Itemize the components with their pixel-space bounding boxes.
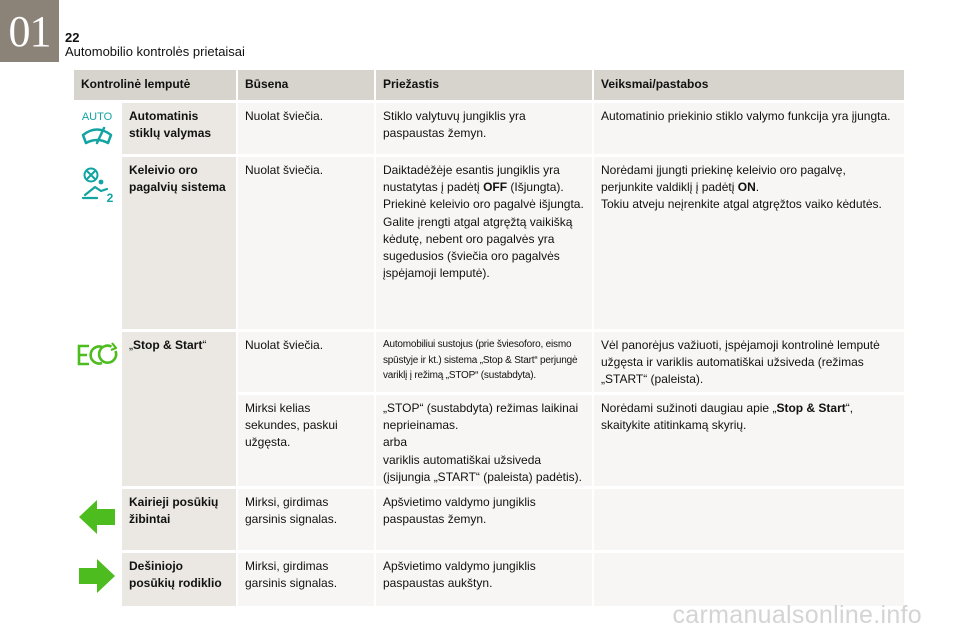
- action-text: Tokiu atveju neįrenkite atgal atgręžtos vaiko kėdutės.: [601, 197, 882, 212]
- icon-cell: [74, 331, 121, 488]
- cause-cell: [375, 394, 593, 488]
- warning-lamps-table: [74, 70, 904, 606]
- state-cell: Nuolat šviečia.: [237, 156, 375, 331]
- eco-icon: [75, 340, 119, 370]
- passenger-airbag-off-icon: [77, 165, 117, 205]
- svg-text:2: 2: [106, 191, 114, 205]
- action-text: “, skaitykite atitinkamą skyrių.: [601, 401, 854, 433]
- table-header-row: [74, 70, 904, 102]
- auto-wiper-icon: [77, 109, 117, 153]
- action-cell: [593, 156, 904, 331]
- cause-cell: [375, 156, 593, 331]
- svg-text:AUTO: AUTO: [81, 111, 113, 123]
- column-header-cause: Priežastis: [375, 70, 593, 102]
- action-text: Norėdami įjungti priekinę keleivio oro pagalvę, perjunkite valdiklį į padėtį: [601, 163, 846, 195]
- lamp-quote-open: „: [129, 338, 133, 352]
- cause-cell: Stiklo valytuvų jungiklis yra paspaustas žemyn.: [375, 102, 593, 156]
- action-cell: [593, 488, 904, 552]
- action-bold-text: Stop & Start: [776, 401, 846, 415]
- icon-cell: [74, 488, 121, 552]
- cause-text: Priekinė keleivio oro pagalvė išjungta.: [383, 197, 584, 212]
- cause-cell: Automobiliui sustojus (prie šviesoforo, eismo spūstyje ir kt.) sistema „Stop & Start“ perjungė variklį į režimą „STOP“ (sustabdyta).: [375, 331, 593, 394]
- lamp-name: Kairieji posūkių žibintai: [121, 488, 237, 552]
- table-row: [74, 488, 904, 552]
- column-header-lamp: Kontrolinė lemputė: [74, 70, 237, 102]
- cause-text: arba: [383, 435, 408, 450]
- watermark: carmanualsonline.info: [672, 601, 922, 629]
- cause-text: variklis automatiškai užsiveda (įsijungia „START“ (paleista) padėtis).: [383, 452, 582, 484]
- cause-cell: Apšvietimo valdymo jungiklis paspaustas aukštyn.: [375, 552, 593, 606]
- action-on-label: ON: [737, 180, 756, 195]
- table-row: [74, 552, 904, 606]
- cause-text: Galite įrengti atgal atgręžtą vaikišką kėdutę, nebent oro pagalvės yra sugedusios (šviečia oro pagalvės įspėjamoji lemputė).: [383, 214, 573, 281]
- table-row: [74, 102, 904, 156]
- action-text: Norėdami sužinoti daugiau apie „: [601, 401, 777, 415]
- action-cell: [593, 394, 904, 488]
- state-cell: Mirksi, girdimas garsinis signalas.: [237, 552, 375, 606]
- cause-text: Daiktadėžėje esantis jungiklis yra nustatytas į padėtį: [383, 163, 560, 195]
- lamp-name: [121, 331, 237, 488]
- icon-cell: [74, 102, 121, 156]
- column-header-action: Veiksmai/pastabos: [593, 70, 904, 102]
- lamp-quote-close: “: [202, 338, 207, 352]
- action-cell: Automatinio priekinio stiklo valymo funkcija yra įjungta.: [593, 102, 904, 156]
- icon-cell: [74, 156, 121, 331]
- cause-cell: Apšvietimo valdymo jungiklis paspaustas žemyn.: [375, 488, 593, 552]
- chapter-tab: 01: [0, 0, 59, 62]
- action-cell: [593, 552, 904, 606]
- action-cell: Vėl panorėjus važiuoti, įspėjamoji kontrolinė lemputė užgęsta ir variklis automatiškai užsiveda (režimas „START“ (paleista).: [593, 331, 904, 394]
- column-header-state: Būsena: [237, 70, 375, 102]
- state-cell: Mirksi, girdimas garsinis signalas.: [237, 488, 375, 552]
- lamp-name: Automatinis stiklų valymas: [121, 102, 237, 156]
- left-turn-arrow-icon: [77, 497, 117, 537]
- cause-off-label: OFF: [483, 180, 508, 195]
- state-cell: Mirksi kelias sekundes, paskui užgęsta.: [237, 394, 375, 488]
- state-cell: Nuolat šviečia.: [237, 331, 375, 394]
- icon-cell: [74, 552, 121, 606]
- table-row: [74, 331, 904, 394]
- page-title: Automobilio kontrolės prietaisai: [65, 44, 245, 59]
- cause-text: (Išjungta).: [507, 180, 564, 195]
- state-cell: Nuolat šviečia.: [237, 102, 375, 156]
- table-row: [74, 156, 904, 331]
- right-turn-arrow-icon: [77, 556, 117, 596]
- lamp-name: Keleivio oro pagalvių sistema: [121, 156, 237, 331]
- page-number: 22: [65, 30, 80, 45]
- lamp-name-text: Stop & Start: [133, 338, 203, 352]
- cause-text: „STOP“ (sustabdyta) režimas laikinai neprieinamas.: [383, 401, 579, 433]
- action-text: .: [755, 180, 760, 195]
- lamp-name: Dešiniojo posūkių rodiklio: [121, 552, 237, 606]
